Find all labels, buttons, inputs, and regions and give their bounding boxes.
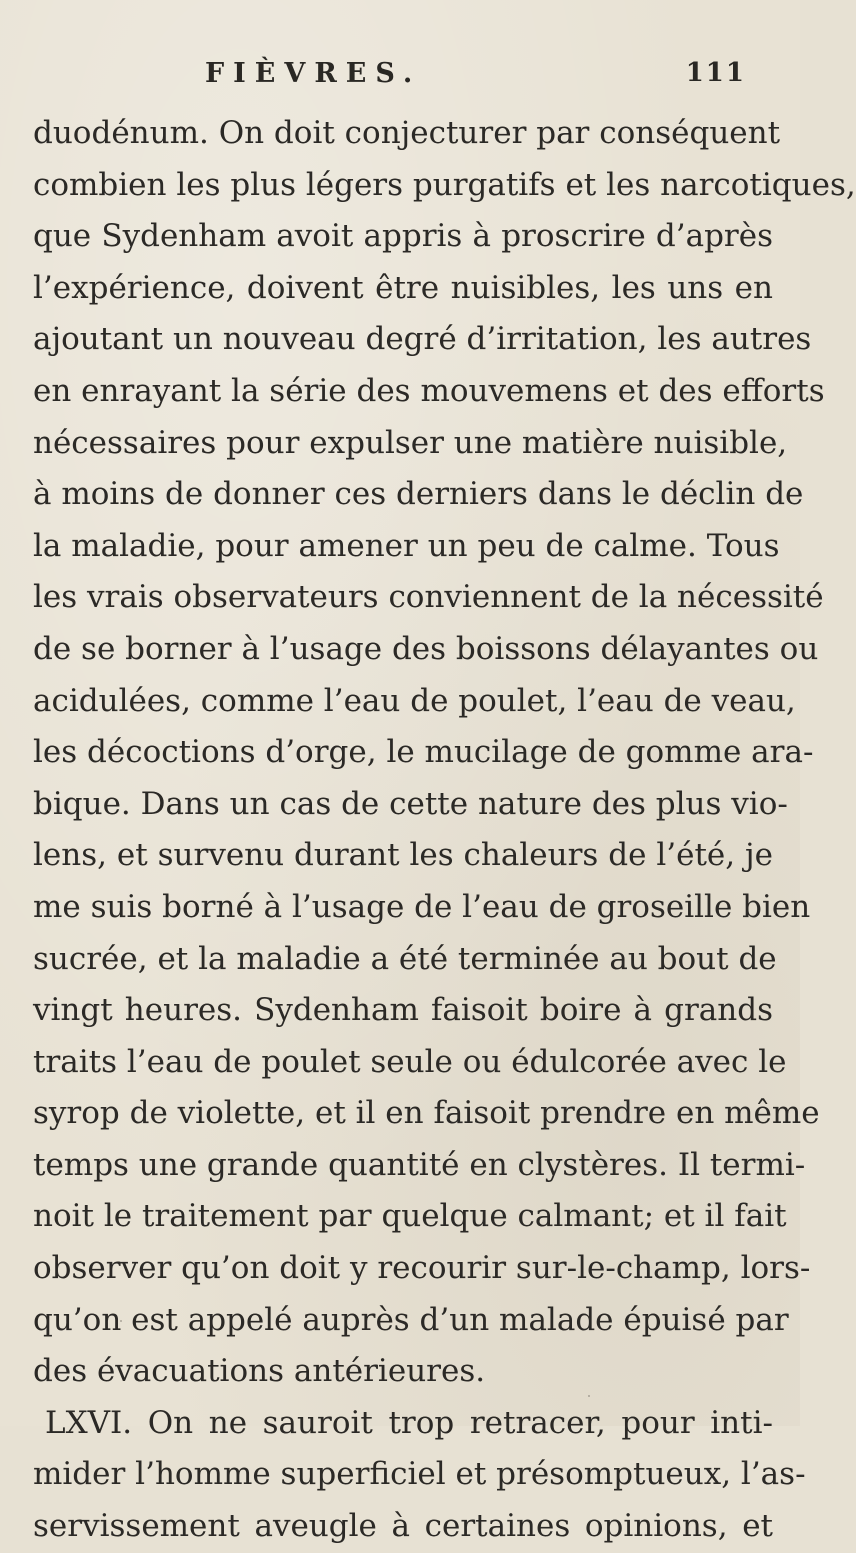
text-line: mider l’homme superficiel et présomptueux, l’as- [33, 1456, 806, 1493]
body-text [33, 108, 856, 1553]
text-line: servissement aveugle à certaines opinions, et [33, 1508, 773, 1545]
text-line: l’expérience, doivent être nuisibles, les uns en [33, 269, 773, 306]
text-line: syrop de violette, et il en faisoit prendre en même [33, 1095, 820, 1132]
text-line: lens, et survenu durant les chaleurs de l’été, je [33, 837, 773, 874]
text-line: les décoctions d’orge, le mucilage de gomme ara- [33, 734, 814, 771]
text-line: la maladie, pour amener un peu de calme. Tous [33, 527, 780, 564]
paper-speck [588, 1395, 590, 1397]
text-line: des évacuations antérieures. [33, 1353, 486, 1390]
text-line: noit le traitement par quelque calmant; et il fait [33, 1198, 787, 1235]
text-line: vingt heures. Sydenham faisoit boire à grands [33, 992, 773, 1029]
text-line: nécessaires pour expulser une matière nuisible, [33, 424, 788, 461]
page-number: 111 [685, 58, 746, 88]
text-line: que Sydenham avoit appris à proscrire d’après [33, 218, 773, 255]
text-line: les vrais observateurs conviennent de la nécessité [33, 579, 824, 616]
text-line: temps une grande quantité en clystères. Il termi- [33, 1146, 806, 1183]
text-line: traits l’eau de poulet seule ou édulcorée avec le [33, 1043, 787, 1080]
text-line: acidulées, comme l’eau de poulet, l’eau de veau, [33, 682, 796, 719]
text-line: à moins de donner ces derniers dans le déclin de [33, 476, 804, 513]
text-line: LXVI. On ne sauroit trop retracer, pour inti- [45, 1404, 773, 1441]
text-line: combien les plus légers purgatifs et les narcotiques, [33, 166, 856, 203]
text-line: de se borner à l’usage des boissons délayantes ou [33, 630, 819, 667]
text-line: me suis borné à l’usage de l’eau de groseille bien [33, 888, 811, 925]
text-line: ajoutant un nouveau degré d’irritation, les autres [33, 321, 812, 358]
paper-speck [762, 1003, 764, 1005]
text-line: qu’on est appelé auprès d’un malade épuisé par [33, 1301, 789, 1338]
text-line: sucrée, et la maladie a été terminée au bout de [33, 940, 777, 977]
running-title: FIÈVRES. [205, 58, 422, 89]
paper-speck [120, 1320, 122, 1322]
page-header [0, 58, 800, 98]
text-line: bique. Dans un cas de cette nature des plus vio- [33, 785, 788, 822]
text-line: en enrayant la série des mouvemens et des efforts [33, 372, 825, 409]
text-line: observer qu’on doit y recourir sur-le-champ, lors- [33, 1250, 811, 1287]
text-line: duodénum. On doit conjecturer par conséquent [33, 115, 781, 151]
